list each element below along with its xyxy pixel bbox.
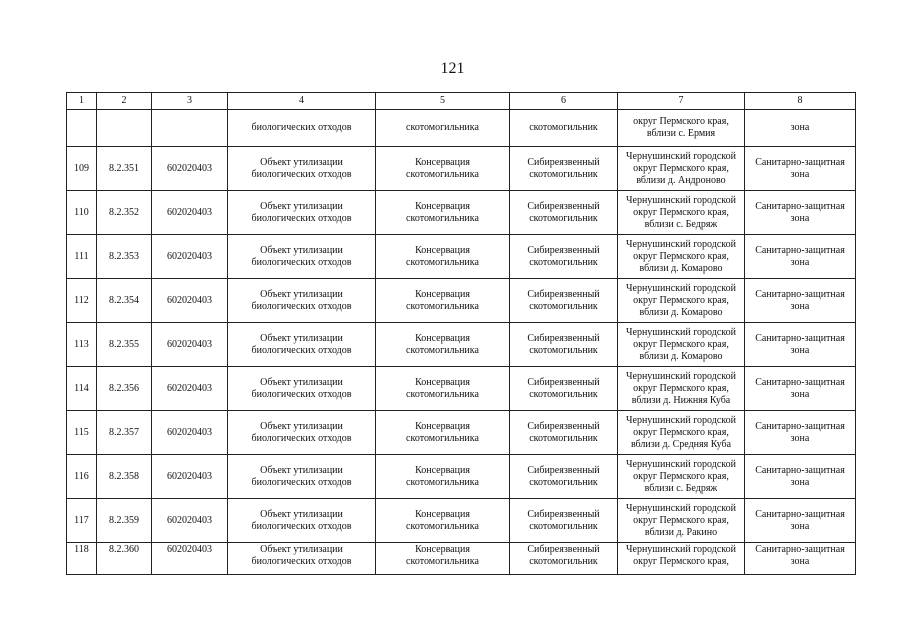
- table-cell: 114: [67, 367, 97, 411]
- table-cell: Чернушинский городской округ Пермского края, вблизи д. Андроново: [618, 147, 745, 191]
- table-cell: Консервация скотомогильника: [376, 367, 510, 411]
- table-cell: Санитарно-защитная зона: [745, 499, 856, 543]
- table-cell: Санитарно-защитная зона: [745, 147, 856, 191]
- table-cell: 602020403: [152, 279, 228, 323]
- table-cell: 112: [67, 279, 97, 323]
- table-cell: 602020403: [152, 455, 228, 499]
- table-row: [67, 455, 856, 499]
- table-cell: скотомогильник: [510, 110, 618, 147]
- table-cell: Чернушинский городской округ Пермского края, вблизи с. Бедряж: [618, 191, 745, 235]
- table-cell: 8.2.357: [97, 411, 152, 455]
- table-row: [67, 235, 856, 279]
- table-cell: Консервация скотомогильника: [376, 499, 510, 543]
- table-cell: Консервация скотомогильника: [376, 323, 510, 367]
- page-number: 121: [440, 60, 465, 77]
- table-cell: Объект утилизации биологических отходов: [228, 147, 376, 191]
- table-cell: Чернушинский городской округ Пермского края,: [618, 543, 745, 575]
- table-cell: Сибиреязвенный скотомогильник: [510, 323, 618, 367]
- column-header-3: 3: [152, 93, 228, 110]
- table-cell: 110: [67, 191, 97, 235]
- table-cell: Консервация скотомогильника: [376, 279, 510, 323]
- table-cell: 602020403: [152, 323, 228, 367]
- table-cell: 8.2.356: [97, 367, 152, 411]
- table-cell: 109: [67, 147, 97, 191]
- table-cell: 602020403: [152, 411, 228, 455]
- table-row: [67, 279, 856, 323]
- table-cell: 602020403: [152, 191, 228, 235]
- table-cell: Сибиреязвенный скотомогильник: [510, 367, 618, 411]
- table-cell: 8.2.360: [97, 543, 152, 575]
- table-cell: Санитарно-защитная зона: [745, 323, 856, 367]
- table-cell: скотомогильника: [376, 110, 510, 147]
- column-header-7: 7: [618, 93, 745, 110]
- table-cell: 602020403: [152, 543, 228, 575]
- table-cell: Сибиреязвенный скотомогильник: [510, 279, 618, 323]
- table-cell: Объект утилизации биологических отходов: [228, 323, 376, 367]
- table-cell: 602020403: [152, 367, 228, 411]
- table-cell: Санитарно-защитная зона: [745, 279, 856, 323]
- table-cell: Сибиреязвенный скотомогильник: [510, 147, 618, 191]
- table-cell: Чернушинский городской округ Пермского края, вблизи д. Средняя Куба: [618, 411, 745, 455]
- table-cell: 602020403: [152, 499, 228, 543]
- table-cell: 118: [67, 543, 97, 575]
- table-cell: 8.2.353: [97, 235, 152, 279]
- table-cell: Сибиреязвенный скотомогильник: [510, 411, 618, 455]
- table-cell: Санитарно-защитная зона: [745, 543, 856, 575]
- table-cell: 8.2.358: [97, 455, 152, 499]
- table-cell: 113: [67, 323, 97, 367]
- table-cell: Объект утилизации биологических отходов: [228, 191, 376, 235]
- table-cell: Объект утилизации биологических отходов: [228, 543, 376, 575]
- table-row: [67, 543, 856, 575]
- table-cell: Чернушинский городской округ Пермского края, вблизи д. Комарово: [618, 235, 745, 279]
- column-header-8: 8: [745, 93, 856, 110]
- table-cell: Санитарно-защитная зона: [745, 411, 856, 455]
- table-cell: Объект утилизации биологических отходов: [228, 455, 376, 499]
- table-cell: Чернушинский городской округ Пермского края, вблизи д. Ракино: [618, 499, 745, 543]
- table-row: [67, 147, 856, 191]
- table-cell: Консервация скотомогильника: [376, 191, 510, 235]
- table-cell: Сибиреязвенный скотомогильник: [510, 499, 618, 543]
- table-cell: [67, 110, 97, 147]
- column-header-2: 2: [97, 93, 152, 110]
- table-cell: зона: [745, 110, 856, 147]
- table-cell: биологических отходов: [228, 110, 376, 147]
- table-cell: Объект утилизации биологических отходов: [228, 235, 376, 279]
- table-cell: Сибиреязвенный скотомогильник: [510, 191, 618, 235]
- table-cell: Консервация скотомогильника: [376, 543, 510, 575]
- table-cell: Консервация скотомогильника: [376, 455, 510, 499]
- table-cell: Санитарно-защитная зона: [745, 235, 856, 279]
- column-header-5: 5: [376, 93, 510, 110]
- table-cell: 602020403: [152, 235, 228, 279]
- table-cell: Санитарно-защитная зона: [745, 455, 856, 499]
- table-cell: [152, 110, 228, 147]
- table-cell: Консервация скотомогильника: [376, 235, 510, 279]
- table-cell: округ Пермского края, вблизи с. Ермия: [618, 110, 745, 147]
- table-cell: Чернушинский городской округ Пермского края, вблизи с. Бедряж: [618, 455, 745, 499]
- registry-table: [66, 92, 856, 575]
- table-row: [67, 323, 856, 367]
- table-cell: Объект утилизации биологических отходов: [228, 411, 376, 455]
- table-cell: Сибиреязвенный скотомогильник: [510, 543, 618, 575]
- table-cell: 8.2.351: [97, 147, 152, 191]
- column-header-row: [67, 93, 856, 110]
- table-cell: 116: [67, 455, 97, 499]
- table-row: [67, 191, 856, 235]
- table-cell: 8.2.355: [97, 323, 152, 367]
- table-row: [67, 411, 856, 455]
- column-header-6: 6: [510, 93, 618, 110]
- table-cell: 8.2.354: [97, 279, 152, 323]
- table-cell: 602020403: [152, 147, 228, 191]
- table-cell: Объект утилизации биологических отходов: [228, 367, 376, 411]
- table-cell: Санитарно-защитная зона: [745, 191, 856, 235]
- table-cell: 8.2.359: [97, 499, 152, 543]
- table-body: [67, 110, 856, 575]
- table-cell: 115: [67, 411, 97, 455]
- table-cell: Объект утилизации биологических отходов: [228, 279, 376, 323]
- table-cell: Чернушинский городской округ Пермского края, вблизи д. Нижняя Куба: [618, 367, 745, 411]
- column-header-4: 4: [228, 93, 376, 110]
- table-cell: Чернушинский городской округ Пермского края, вблизи д. Комарово: [618, 279, 745, 323]
- table-row: [67, 367, 856, 411]
- table-cell: Консервация скотомогильника: [376, 147, 510, 191]
- table-cell: [97, 110, 152, 147]
- table-cell: 111: [67, 235, 97, 279]
- table-cell: 117: [67, 499, 97, 543]
- table-cell: Санитарно-защитная зона: [745, 367, 856, 411]
- table-cell: Консервация скотомогильника: [376, 411, 510, 455]
- table-cell: Объект утилизации биологических отходов: [228, 499, 376, 543]
- table-cell: Сибиреязвенный скотомогильник: [510, 455, 618, 499]
- continuation-row: [67, 110, 856, 147]
- table-cell: 8.2.352: [97, 191, 152, 235]
- table-row: [67, 499, 856, 543]
- table-cell: Сибиреязвенный скотомогильник: [510, 235, 618, 279]
- column-header-1: 1: [67, 93, 97, 110]
- table-cell: Чернушинский городской округ Пермского края, вблизи д. Комарово: [618, 323, 745, 367]
